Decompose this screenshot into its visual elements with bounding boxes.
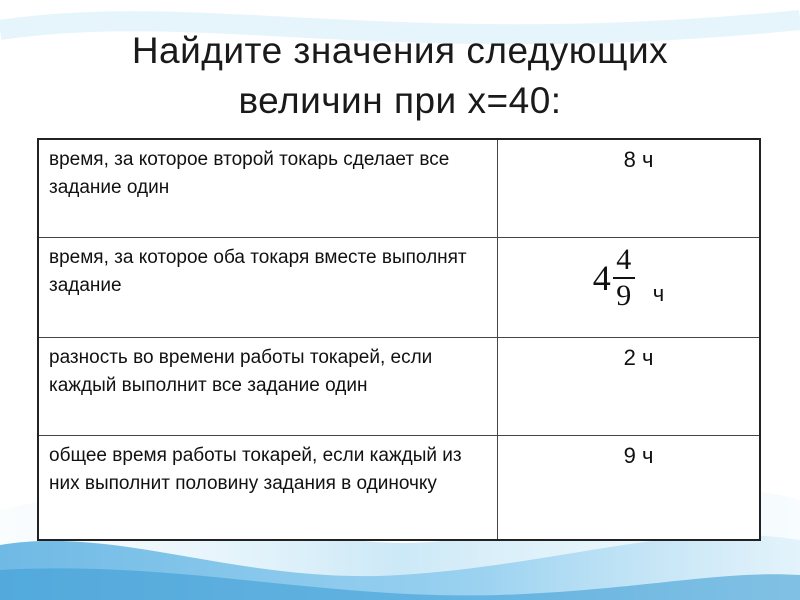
row-description: время, за которое второй токарь сделает все задание один: [38, 139, 498, 238]
values-table: [37, 138, 761, 541]
row-value: [498, 238, 761, 338]
title-line-1: Найдите значения следующих: [131, 30, 669, 71]
mixed-fraction: [593, 244, 664, 312]
row-description: разность во времени работы токарей, если каждый выполнит все задание один: [38, 338, 498, 436]
row-description: время, за которое оба токаря вместе выполнят задание: [38, 238, 498, 338]
row-value: [498, 436, 761, 541]
table-row: [38, 139, 760, 238]
fraction-denominator: 9: [616, 279, 632, 312]
fraction-unit: ч: [652, 281, 665, 306]
row-value: [498, 338, 761, 436]
page-title: [0, 26, 800, 126]
value-text: 9 ч: [623, 443, 654, 468]
row-description: общее время работы токарей, если каждый из них выполнит половину задания в одиночку: [38, 436, 498, 541]
value-text: 8 ч: [623, 147, 654, 172]
fraction: [613, 244, 635, 312]
row-value: [498, 139, 761, 238]
table-row: [38, 338, 760, 436]
fraction-whole: 4: [592, 258, 611, 298]
value-text: 2 ч: [623, 345, 654, 370]
title-line-2: величин при х=40:: [238, 80, 562, 121]
fraction-numerator: 4: [616, 243, 632, 276]
table-row: [38, 436, 760, 541]
table-row: [38, 238, 760, 338]
